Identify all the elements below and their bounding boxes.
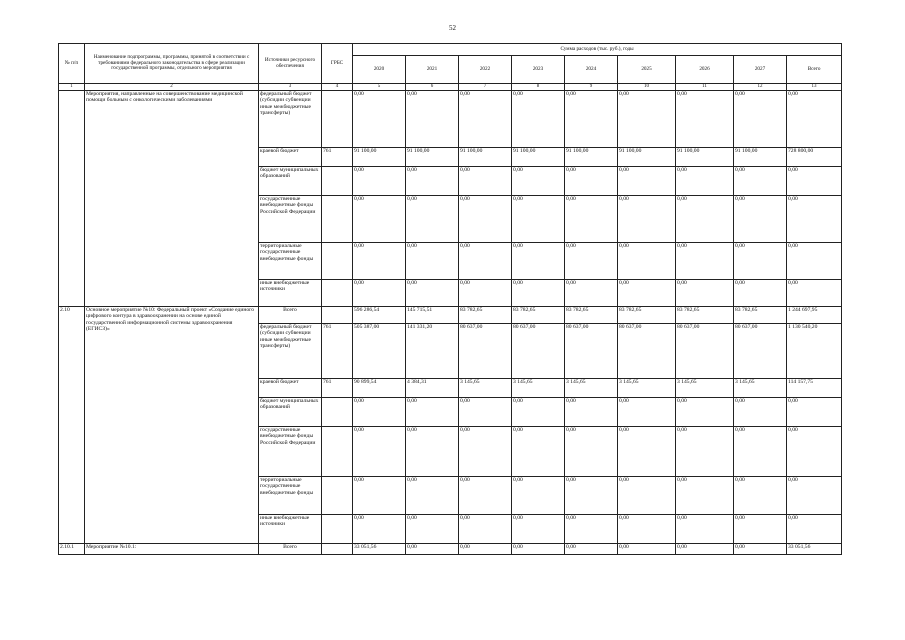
value-cell: 0,00 [406,427,459,477]
value-cell: 0,00 [734,515,787,544]
value-cell: 505 387,00 [353,324,406,379]
row-number: 2.10 [59,307,85,544]
value-cell: 91 100,00 [618,148,676,167]
header-year: 2024 [565,56,618,84]
value-cell: 4 384,31 [406,379,459,398]
value-cell: 0,00 [618,167,676,196]
value-cell: 114 157,75 [787,379,842,398]
value-cell: 0,00 [734,280,787,307]
value-cell: 91 100,00 [676,148,734,167]
header-sum: Сумма расходов (тыс. руб.), годы [353,44,842,56]
value-cell: 0,00 [676,427,734,477]
value-cell: 0,00 [459,91,512,148]
value-cell: 0,00 [565,167,618,196]
value-cell: 0,00 [565,515,618,544]
value-cell: 0,00 [787,398,842,427]
value-cell: 80 637,00 [512,324,565,379]
value-cell: 0,00 [406,544,459,555]
value-cell: 0,00 [459,544,512,555]
header-name: Наименование подпрограммы, программы, принятой в соответствии с требованиями федерального законодательства в сфере реализации государственной программы, отдельного мероприятия [85,44,259,84]
value-cell: 0,00 [406,280,459,307]
header-index-cell: 10 [618,84,676,91]
value-cell: 80 637,00 [618,324,676,379]
value-cell: 0,00 [787,196,842,243]
grbs-cell [322,427,353,477]
value-cell: 3 145,65 [459,379,512,398]
value-cell: 83 782,65 [565,307,618,324]
value-cell: 0,00 [353,477,406,515]
grbs-cell [322,398,353,427]
grbs-cell [322,91,353,148]
value-cell: 0,00 [787,427,842,477]
value-cell: 0,00 [676,477,734,515]
value-cell: 3 145,65 [734,379,787,398]
value-cell: 3 145,65 [512,379,565,398]
budget-table [58,43,842,555]
header-index-cell: 9 [565,84,618,91]
value-cell: 91 100,00 [459,148,512,167]
header-index-cell: 5 [353,84,406,91]
source-cell: территориальные государственные внебюджетные фонды [259,243,322,280]
row-name: Основное мероприятие №10: Федеральный проект «Создание единого цифрового контура в здравоохранении на основе единой государственной информационной системы здравоохранения (ЕГИСЗ)» [85,307,259,544]
value-cell: 0,00 [676,398,734,427]
table-row [59,91,842,148]
grbs-cell: 761 [322,324,353,379]
value-cell: 0,00 [787,91,842,148]
value-cell: 728 800,00 [787,148,842,167]
value-cell: 0,00 [512,196,565,243]
value-cell: 0,00 [406,91,459,148]
source-cell: федеральный бюджет (субсидии субвенции иные межбюджетные трансферты) [259,324,322,379]
row-name: Мероприятие №10.1: [85,544,259,555]
value-cell: 0,00 [734,544,787,555]
source-cell: бюджет муниципальных образований [259,398,322,427]
source-cell: бюджет муниципальных образований [259,167,322,196]
value-cell: 83 782,65 [734,307,787,324]
header-index-cell: 12 [734,84,787,91]
value-cell: 0,00 [787,280,842,307]
header-year: 2027 [734,56,787,84]
value-cell: 3 145,65 [565,379,618,398]
value-cell: 0,00 [618,515,676,544]
value-cell: 0,00 [459,477,512,515]
value-cell: 0,00 [459,280,512,307]
row-name: Мероприятия, направленные на совершенствование медицинской помощи больным с онкологическими заболеваниями [85,91,259,307]
value-cell: 0,00 [676,280,734,307]
header-num: № п/п [59,44,85,84]
value-cell: 0,00 [459,515,512,544]
value-cell: 33 051,56 [787,544,842,555]
value-cell: 0,00 [787,477,842,515]
value-cell: 91 100,00 [512,148,565,167]
value-cell: 0,00 [676,167,734,196]
grbs-cell [322,307,353,324]
source-cell: федеральный бюджет (субсидии субвенции иные межбюджетные трансферты) [259,91,322,148]
value-cell: 0,00 [512,544,565,555]
value-cell: 0,00 [734,91,787,148]
value-cell: 0,00 [618,427,676,477]
value-cell: 0,00 [565,398,618,427]
value-cell: 0,00 [734,243,787,280]
value-cell: 80 637,00 [565,324,618,379]
value-cell: 83 782,65 [676,307,734,324]
value-cell: 0,00 [353,167,406,196]
value-cell: 0,00 [787,167,842,196]
value-cell: 141 331,20 [406,324,459,379]
value-cell: 0,00 [512,280,565,307]
value-cell: 0,00 [676,515,734,544]
value-cell: 0,00 [353,398,406,427]
value-cell: 0,00 [565,280,618,307]
source-cell: иные внебюджетные источники [259,280,322,307]
grbs-cell [322,477,353,515]
value-cell: 1 244 697,95 [787,307,842,324]
value-cell: 0,00 [565,427,618,477]
value-cell: 91 100,00 [565,148,618,167]
header-year: 2023 [512,56,565,84]
grbs-cell: 761 [322,379,353,398]
header-index-cell: 7 [459,84,512,91]
source-cell: государственные внебюджетные фонды Российской Федерации [259,427,322,477]
value-cell: 1 130 540,20 [787,324,842,379]
value-cell: 0,00 [512,167,565,196]
value-cell: 0,00 [512,243,565,280]
source-cell: государственные внебюджетные фонды Российской Федерации [259,196,322,243]
value-cell: 0,00 [353,243,406,280]
value-cell: 0,00 [406,167,459,196]
value-cell: 0,00 [734,167,787,196]
header-year: Всего [787,56,842,84]
header-index-cell: 11 [676,84,734,91]
value-cell: 0,00 [353,427,406,477]
value-cell: 0,00 [353,280,406,307]
value-cell: 0,00 [406,398,459,427]
header-source: Источники ресурсного обеспечения [259,44,322,84]
value-cell: 0,00 [734,427,787,477]
value-cell: 80 637,00 [459,324,512,379]
grbs-cell [322,167,353,196]
header-index-cell: 6 [406,84,459,91]
value-cell: 0,00 [565,477,618,515]
value-cell: 0,00 [406,243,459,280]
header-index-cell: 13 [787,84,842,91]
value-cell: 0,00 [618,91,676,148]
value-cell: 0,00 [353,515,406,544]
value-cell: 0,00 [565,91,618,148]
value-cell: 0,00 [406,515,459,544]
value-cell: 0,00 [734,196,787,243]
value-cell: 0,00 [676,243,734,280]
page-number: 52 [449,24,456,32]
value-cell: 0,00 [618,477,676,515]
header-year: 2022 [459,56,512,84]
value-cell: 80 637,00 [734,324,787,379]
grbs-cell: 761 [322,148,353,167]
value-cell: 33 051,56 [353,544,406,555]
value-cell: 90 899,54 [353,379,406,398]
value-cell: 0,00 [459,427,512,477]
value-cell: 91 100,00 [353,148,406,167]
value-cell: 0,00 [565,243,618,280]
value-cell: 0,00 [618,544,676,555]
row-number: 2.10.1 [59,544,85,555]
value-cell: 91 100,00 [406,148,459,167]
value-cell: 145 715,51 [406,307,459,324]
source-cell: Всего [259,544,322,555]
source-cell: территориальные государственные внебюджетные фонды [259,477,322,515]
value-cell: 0,00 [565,196,618,243]
value-cell: 0,00 [618,280,676,307]
grbs-cell [322,544,353,555]
value-cell: 596 286,54 [353,307,406,324]
value-cell: 0,00 [734,398,787,427]
row-number [59,91,85,307]
header-index-cell: 8 [512,84,565,91]
header-year: 2021 [406,56,459,84]
source-cell: иные внебюджетные источники [259,515,322,544]
grbs-cell [322,196,353,243]
header-grbs: ГРБС [322,44,353,84]
value-cell: 0,00 [459,398,512,427]
table-row [59,544,842,555]
value-cell: 0,00 [459,243,512,280]
value-cell: 0,00 [618,196,676,243]
value-cell: 0,00 [676,544,734,555]
source-cell: Всего [259,307,322,324]
value-cell: 80 637,00 [676,324,734,379]
header-index-row [59,84,842,91]
header-index-cell: 3 [259,84,322,91]
value-cell: 0,00 [406,477,459,515]
value-cell: 0,00 [459,167,512,196]
value-cell: 0,00 [618,398,676,427]
value-cell: 0,00 [353,91,406,148]
value-cell: 0,00 [676,196,734,243]
source-cell: краевой бюджет [259,148,322,167]
value-cell: 3 145,65 [676,379,734,398]
value-cell: 0,00 [459,196,512,243]
value-cell: 0,00 [512,91,565,148]
header-index-cell: 2 [85,84,259,91]
grbs-cell [322,280,353,307]
value-cell: 3 145,65 [618,379,676,398]
value-cell: 83 782,65 [618,307,676,324]
value-cell: 0,00 [406,196,459,243]
value-cell: 0,00 [734,477,787,515]
value-cell: 0,00 [353,196,406,243]
value-cell: 83 782,65 [459,307,512,324]
value-cell: 0,00 [787,515,842,544]
value-cell: 0,00 [512,398,565,427]
header-year: 2026 [676,56,734,84]
grbs-cell [322,515,353,544]
value-cell: 0,00 [512,515,565,544]
source-cell: краевой бюджет [259,379,322,398]
value-cell: 0,00 [565,544,618,555]
value-cell: 83 782,65 [512,307,565,324]
value-cell: 0,00 [618,243,676,280]
header-year: 2020 [353,56,406,84]
value-cell: 0,00 [512,477,565,515]
value-cell: 0,00 [787,243,842,280]
value-cell: 0,00 [676,91,734,148]
value-cell: 91 100,00 [734,148,787,167]
value-cell: 0,00 [512,427,565,477]
grbs-cell [322,243,353,280]
header-index-cell: 1 [59,84,85,91]
header-index-cell: 4 [322,84,353,91]
header-year: 2025 [618,56,676,84]
table-row [59,307,842,324]
